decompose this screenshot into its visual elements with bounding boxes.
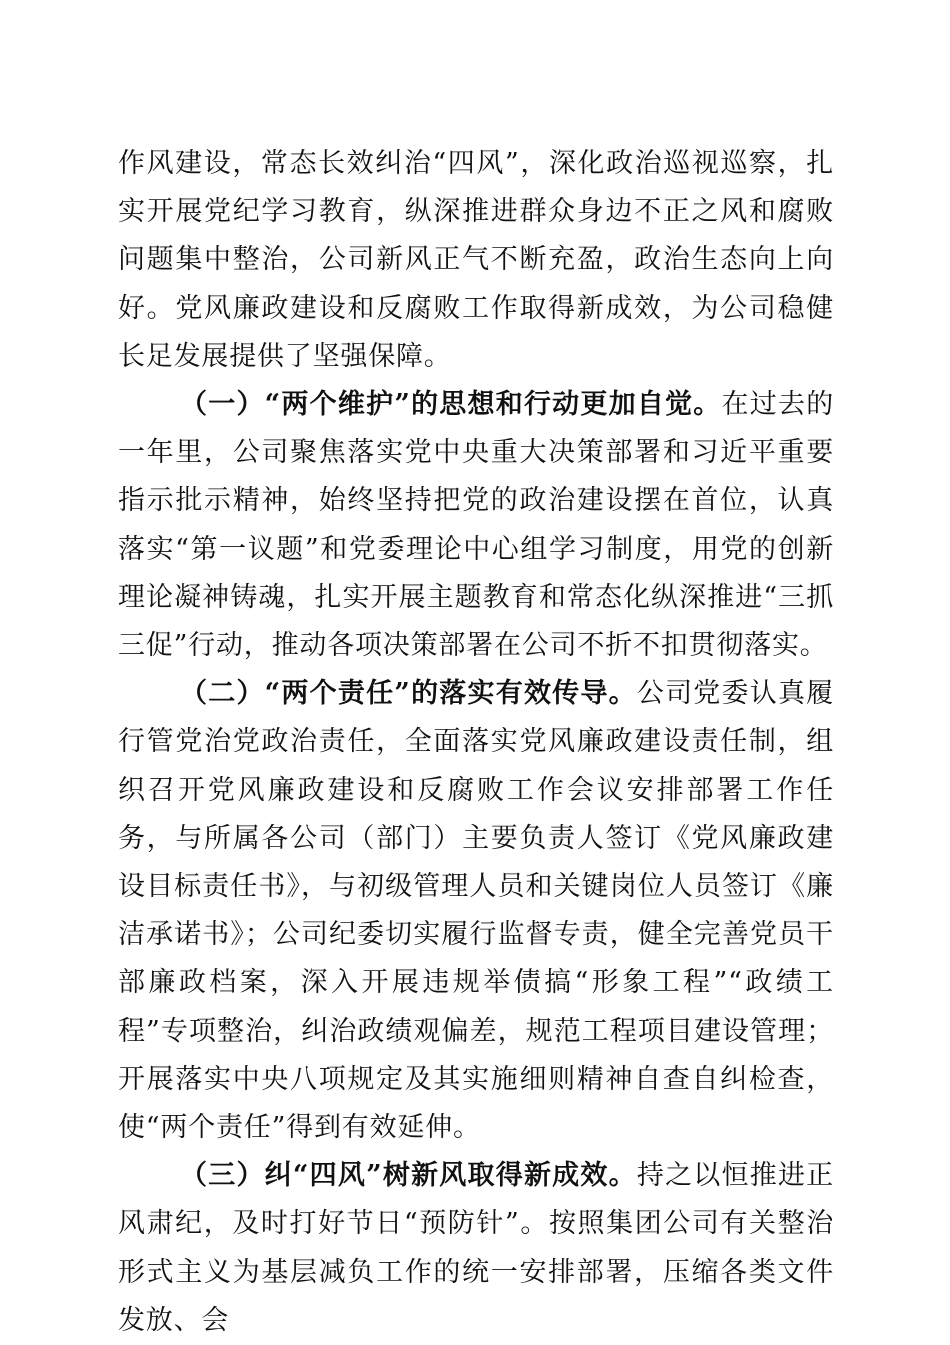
intro-paragraph: 作风建设，常态长效纠治“四风”，深化政治巡视巡察，扎实开展党纪学习教育，纵深推进群众身边不正之风和腐败问题集中整治，公司新风正气不断充盈，政治生态向上向好。党风廉政建设和反腐败工作取得新成效，为公司稳健长足发展提供了坚强保障。	[118, 148, 834, 372]
section-2-heading: （二）“两个责任”的落实有效传导。	[180, 678, 637, 710]
section-3-heading: （三）纠“四风”树新风取得新成效。	[180, 1160, 637, 1192]
section-2-body: 公司党委认真履行管党治党政治责任，全面落实党风廉政建设责任制，组织召开党风廉政建设和反腐败工作会议安排部署工作任务，与所属各公司（部门）主要负责人签订《党风廉政建设目标责任书》，与初级管理人员和关键岗位人员签订《廉洁承诺书》；公司纪委切实履行监督专责，健全完善党员干部廉政档案，深入开展违规举债搞“形象工程”“政绩工程”专项整治，纠治政绩观偏差，规范工程项目建设管理；开展落实中央八项规定及其实施细则精神自查自纠检查，使“两个责任”得到有效延伸。	[118, 678, 834, 1144]
document-body	[118, 140, 834, 1345]
section-3-paragraph	[118, 1152, 834, 1345]
section-1-heading: （一）“两个维护”的思想和行动更加自觉。	[180, 389, 722, 421]
section-3-body: 持之以恒推进正风肃纪，及时打好节日“预防针”。按照集团公司有关整治形式主义为基层减负工作的统一安排部署，压缩各类文件发放、会	[118, 1160, 834, 1336]
section-2-paragraph	[118, 670, 834, 1152]
section-1-body: 在过去的一年里，公司聚焦落实党中央重大决策部署和习近平重要指示批示精神，始终坚持把党的政治建设摆在首位，认真落实“第一议题”和党委理论中心组学习制度，用党的创新理论凝神铸魂，扎实开展主题教育和常态化纵深推进“三抓三促”行动，推动各项决策部署在公司不折不扣贯彻落实。	[118, 389, 835, 662]
section-1-paragraph	[118, 381, 834, 670]
